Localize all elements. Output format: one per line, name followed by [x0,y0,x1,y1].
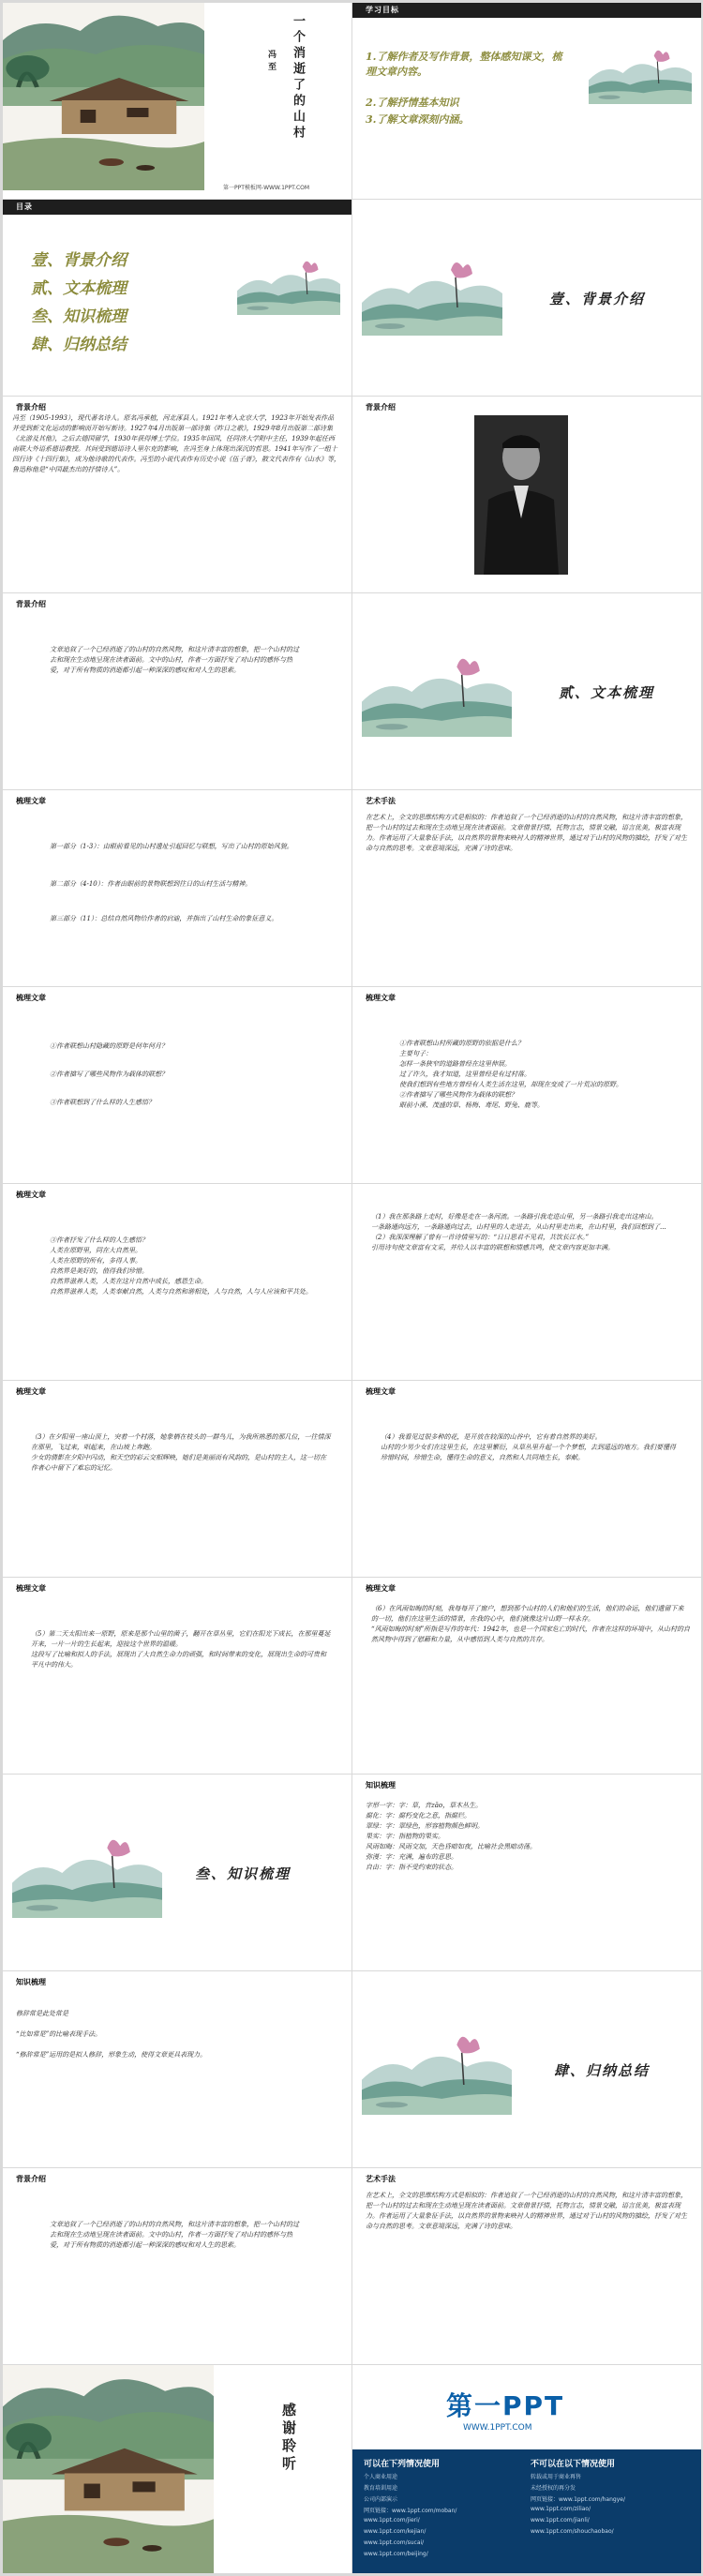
slide-section-2 [352,593,701,789]
rhetoric-item: “比如常是”的比喻表现手法。 [16,2030,102,2038]
landscape-painting [237,247,340,322]
slide-structure [3,790,352,986]
slide-cover [3,3,352,199]
ad-right-line[interactable]: www.1ppt.com/shouchaobao/ [531,2528,614,2535]
toc-item[interactable]: 壹、背景介绍 [31,251,127,270]
ad-left-line: 公司内部演示 [364,2496,398,2503]
slide-heading: 艺术手法 [366,797,396,805]
goal-item: 2.了解抒情基本知识 [366,97,459,109]
ad-right-line[interactable]: www.1ppt.com/ziliao/ [531,2506,591,2512]
ad-right-title: 不可以在以下情况使用 [531,2460,616,2469]
slide-heading: 梳理文章 [366,1584,396,1593]
ad-left-line: 个人商业用途 [364,2474,398,2480]
toc-item[interactable]: 贰、文本梳理 [31,279,127,298]
slide-section-4 [352,1971,701,2167]
landscape-painting [589,31,692,115]
slide-q7 [3,1578,352,1774]
slide-heading: 梳理文章 [16,797,46,805]
section-title: 肆、归纳总结 [554,2062,651,2079]
q4-text: （1）我在那条路上走时，好像是走在一条河流。一条路引我走进山里，另一条路引我走出这座山。 一条路通向远方，一条路通向过去，山村里的人走进去，从山村里走出来，在山村里，我们回想到了... （2）我深深理解了曾有一首诗情里写的：“日日思君不见君，共饮长江水。” 引用诗句使文章富有文采，并给人以丰富的联想和情感共鸣，使文章内容更加丰满。 [371,1213,666,1251]
slide-q6 [352,1381,701,1577]
art-text: 在艺术上，全文的思维结构方式是相似的：作者追叙了一个已经消逝的山村的自然风物，和这片清丰富的想象，把一个山村的过去和现在生动地呈现在读者面前。文章借景抒情，托物言志，情景交融，语言优美，极富表现力。作者运用了大量象征手法，以自然界的景物来映衬人的精神世界，通过对于山村的风物的描绘，抒发了对生命与自然的思考。文章意境深远，充满了诗的意味。 [366,814,687,852]
section-title: 壹、背景介绍 [549,291,646,307]
q8-text: （6）在风雨如晦的时刻，我每每开了窗户，想到那个山村的人们和他们的生活，他们的命运，他们遗留下来的一切，他们在这里生活的情景，在我的心中，他们就像这片山野一样永存。 “风雨如晦的时刻”所指是写作的年代：1942年，也是一个国家危亡的时代，作者在这样的环境中，从山村的自然风物中得到了慰藉和力量，从中感悟到人类与自然的共存。 [371,1605,690,1643]
ad-left-line: 教育培训用途 [364,2485,398,2492]
section-title: 贰、文本梳理 [559,684,655,701]
ad-right-line: 未经授权的再分发 [531,2485,576,2492]
toc-item[interactable]: 叁、知识梳理 [31,307,127,326]
struct-item: 第一部分（1-3）：由眼前看见的山村遗址引起回忆与联想，写出了山村的原始风貌。 [50,843,293,850]
slide-heading: 梳理文章 [16,1191,46,1199]
bg2-text: 文章追叙了一个已经消逝了的山村的自然风物，和这片清丰富的想象，把一个山村的过去和现在生动地呈现在读者面前。文中的山村，作者一方面抒发了对山村的感怀与热爱，对于所有物质的消逝都引起一种深深的感叹和对人生的思索。 [50,646,299,674]
goal-item: 1.了解作者及写作背景，整体感知课文，梳理文章内容。 [366,51,562,78]
cover-author: 冯至 [266,50,276,74]
ad-right-line: 转载或用于商业再售 [531,2474,582,2480]
slide-photo [352,397,701,592]
ad-panel [352,2449,701,2573]
slide-goals [352,3,701,199]
summary-text: 文章追叙了一个已经消逝了的山村的自然风物，和这片清丰富的想象，把一个山村的过去和现在生动地呈现在读者面前。文中的山村，作者一方面抒发了对山村的感怀与热爱，对于所有物质的消逝都引起一种深深的感叹和对人生的思索。 [50,2221,299,2249]
slide-art [352,790,701,986]
landscape-painting [362,242,502,345]
slide-thanks [3,2365,352,2573]
ad-left-line[interactable]: 网页链接：www.1ppt.com/moban/ [364,2508,457,2514]
village-painting [3,3,204,190]
landscape-painting [362,636,512,748]
slide-heading: 背景介绍 [366,403,396,412]
slide-q3 [3,1184,352,1380]
slide-header: 目录 [3,200,352,215]
slide-header: 学习目标 [352,3,701,18]
slide-bio [3,397,352,592]
slide-q1 [3,987,352,1183]
rhetoric-intro: 修辞常是此处常是 [16,2010,68,2017]
slide-q4 [352,1184,701,1380]
q3-text: ③作者抒发了什么样的人生感悟？ 人类在原野里，同在大自然里。 人类在原野的所有，多得人事。 自然界是美好的，值得我们珍惜。 自然界滋养人类，人类在这片自然中成长，感恩生命。 自然界滋养人类，人类奉献自然，人类与自然和谐相处，人与自然，人与人应该和平共处。 [50,1236,312,1295]
slide-heading: 艺术手法 [366,2175,396,2183]
slide-q8 [352,1578,701,1774]
q5-text: （3）在夕阳里一座山顶上，突着一个村落，她象栖在枝头的一群鸟儿，为我所熟悉的那几位，一往情深在那里，飞过来，唱起来，在山坡上奔跑。 少女的倩影在夕阳中闪动，和天空的彩云交相辉映，她们是美丽而有风韵的，是山村的主人，这一切在作者心中留下了难忘的记忆。 [31,1433,331,1472]
struct-item: 第二部分（4-10）：作者由眼前的景物联想到往日的山村生活与精神。 [50,880,252,888]
cover-credit: 第一PPT模板网-WWW.1PPT.COM [223,185,310,191]
slide-heading: 知识梳理 [366,1781,396,1790]
q7-text: （5）第二天太阳出来一原野，原来是那个山里的菌子，翻开在草丛里，它们在阳光下成长，在那里蔓延开来，一片一片的生长起来，迎接这个世界的温暖。 这段写了比喻和拟人的手法，展现出了大自然生命力的顽强，和时间带来的变化，展现出生命的可贵和平凡中的伟大。 [31,1630,331,1669]
slide-toc [3,200,352,396]
slide-section-1 [352,200,701,396]
question-item: ②作者描写了哪些风物作为载体的联想？ [50,1071,168,1078]
ad-url: WWW.1PPT.COM [463,2423,532,2433]
knowledge-text: 字形一字：字：草，音zǎo，草木丛生。 腐化：字：腐朽变化之意，指腐烂。 翠绿：字：翠绿色，形容植物颜色鲜明。 果实：字：指植物的果实。 风雨如晦：风雨交加，天色昏暗如夜，比喻社会黑暗动荡。 弥漫：字：充满，遍布的意思。 自由：字：指不受约束的状态。 [366,1802,536,1871]
thanks-text: 感谢聆听 [280,2403,297,2474]
section-title: 叁、知识梳理 [195,1865,292,1882]
slide-bg2 [3,593,352,789]
slide-ad [352,2365,701,2573]
ad-left-title: 可以在下列情况使用 [364,2460,441,2469]
slide-summary [3,2168,352,2364]
slide-heading: 背景介绍 [16,2175,46,2183]
ad-logo: 第一PPT [446,2390,565,2421]
cover-title: 一个消逝了的山村 [291,14,305,142]
ad-left-line[interactable]: www.1ppt.com/kejian/ [364,2528,426,2535]
slide-knowledge [352,1775,701,1970]
art2-text: 在艺术上，全文的思维结构方式是相似的：作者追叙了一个已经消逝的山村的自然风物，和这片清丰富的想象，把一个山村的过去和现在生动地呈现在读者面前。文章借景抒情，托物言志，情景交融，语言优美，极富表现力。作者运用了大量象征手法，以自然界的景物来映衬人的精神世界，通过对于山村的风物的描绘，抒发了对生命与自然的思考。文章意境深远，充满了诗的意味。 [366,2192,687,2230]
slide-heading: 梳理文章 [16,1387,46,1396]
bio-text: 冯至（1905-1993），现代著名诗人。原名冯承植，河北涿县人。1921年考入北京大学，1923年开始发表作品并受到新文化运动的影响而开始写新诗。1927年4月出版第一部诗集《昨日之歌》，1929年8月出版第二部诗集《北游及其他》，之后去德国留学，1930年获得博士学位。1935年回国，任同济大学附中主任，1939年起任西南联大外语系德语教授。其间受到德语诗人里尔克的影响，在冯至身上体现出深沉的哲思。1941年写作了一组十四行诗《十四行集》，成为他诗歌的代表作。冯至的小说代表作有历史小说《伍子胥》，散文代表作有《山水》等，鲁迅称他是“中国最杰出的抒情诗人”。 [12,414,340,473]
landscape-painting [362,2014,512,2126]
slide-heading: 背景介绍 [16,403,46,412]
slide-q5 [3,1381,352,1577]
slide-art2 [352,2168,701,2364]
q2-text: ①作者联想山村所藏的原野的依据是什么？ 主要句子： 怎样一条狭窄的道路曾经在这里伸展。 过了许久，我才知道，这里曾经是有过村落。 使我们想到有些地方曾经有人类生活在这里，却现在变成了一片荒凉的原野。 ②作者描写了哪些风物作为载体的联想？ 眼前小溪、茂盛的草、杨梅、鸢尾、野兔、鹿等。 [399,1040,622,1109]
ad-left-line[interactable]: www.1ppt.com/jieri/ [364,2517,420,2524]
slide-heading: 知识梳理 [16,1978,46,1986]
slide-heading: 梳理文章 [16,994,46,1002]
toc-item[interactable]: 肆、归纳总结 [31,336,127,354]
slide-q2 [352,987,701,1183]
rhetoric-item: “修辞常是”运用的是拟人修辞，形象生动，使得文章更具表现力。 [16,2051,207,2059]
slide-heading: 梳理文章 [16,1584,46,1593]
village-painting [3,2365,214,2573]
goal-item: 3.了解文章深刻内涵。 [366,113,470,126]
ad-left-line[interactable]: www.1ppt.com/beijing/ [364,2551,428,2557]
struct-item: 第三部分（11）：总结自然风物给作者的启迪，并指出了山村生命的象征意义。 [50,915,278,922]
ad-right-line[interactable]: 网页链接：www.1ppt.com/hangye/ [531,2496,625,2503]
slide-heading: 背景介绍 [16,600,46,608]
slide-heading: 梳理文章 [366,1387,396,1396]
ad-left-line[interactable]: www.1ppt.com/sucai/ [364,2539,425,2546]
landscape-painting [12,1817,162,1929]
slide-heading: 梳理文章 [366,994,396,1002]
question-item: ①作者联想山村隐藏的原野是何年何月？ [50,1042,168,1050]
author-portrait [474,415,568,575]
slide-section-3 [3,1775,352,1970]
q6-text: （4）我看见过很多种的花，是开放在较深的山谷中，它有着自然界的美好。 山村的少男少女们在这里生长，在这里繁衍，从草丛里升起一个个梦想，去到遥远的地方。我们要懂得珍惜时间，珍惜生命，懂得生命的意义，自然和人共同地生长，奉献。 [381,1433,676,1461]
ad-right-line[interactable]: www.1ppt.com/jianli/ [531,2517,590,2524]
question-item: ③作者联想到了什么样的人生感悟？ [50,1099,155,1106]
slide-rhetoric [3,1971,352,2167]
